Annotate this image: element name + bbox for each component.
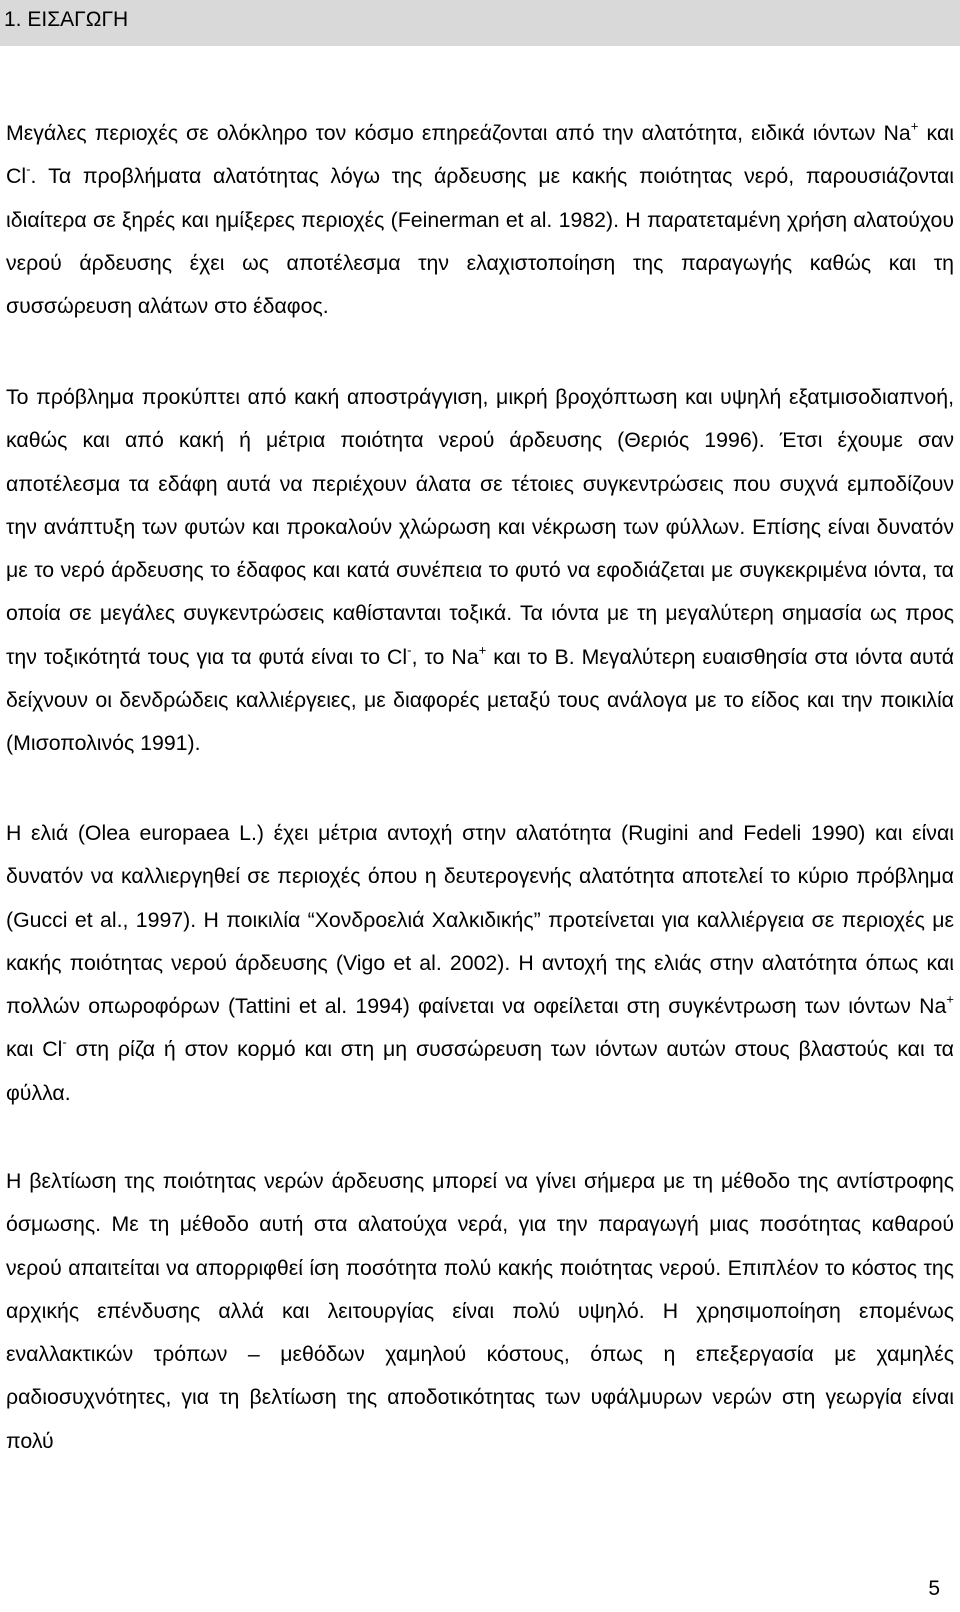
superscript: + (946, 991, 954, 1007)
superscript: + (478, 642, 487, 658)
paragraph-3-text-b: και Cl (6, 1037, 63, 1062)
paragraph-2-text-c: και το B. Μεγαλύτερη ευαισθησία στα ιόντα αυτά δείχνουν οι δενδρώδεις καλλιέργειες, με διαφορές μεταξύ τους ανάλογα με το είδος και την ποικιλία (Μισοπολινός 1991). (6, 644, 955, 756)
superscript: - (62, 1034, 67, 1050)
paragraph-4-text: Η βελτίωση της ποιότητας νερών άρδευσης μπορεί να γίνει σήμερα με τη μέθοδο της αντίστροφης όσμωσης. Με τη μέθοδο αυτή στα αλατούχα νερά, για την παραγωγή μιας ποσότητας καθαρού νερού απαιτείται να απορριφθεί ίση ποσότητα πολύ κακής ποιότητας νερού. Επιπλέον το κόστος της αρχικής επένδυσης αλλά και λειτουργίας είναι πολύ υψηλό. Η χρησιμοποίηση επομένως εναλλακτικών τρόπων – μεθόδων χαμηλού κόστους, όπως η επεξεργασία με χαμηλές ραδιοσυχνότητες, για τη βελτίωση της αποδοτικότητας των υφάλμυρων νερών στη γεωργία είναι πολύ (6, 1169, 954, 1453)
section-heading: 1. ΕΙΣΑΓΩΓΗ (4, 8, 129, 31)
paragraph-3-text-c: στη ρίζα ή στον κορμό και στη μη συσσώρευση των ιόντων αυτών στους βλαστούς και τα φύλλα. (6, 1037, 954, 1105)
paragraph-1-text-b: και Cl (6, 121, 954, 189)
paragraph-4 (6, 1160, 954, 1463)
paragraph-3-text-a: Η ελιά (Olea europaea L.) έχει μέτρια αντοχή στην αλατότητα (Rugini and Fedeli 1990) και είναι δυνατόν να καλλιεργηθεί σε περιοχές όπου η δευτερογενής αλατότητα αποτελεί το κύριο πρόβλημα (Gucci et al., 1997). Η ποικιλία “Χονδροελιά Χαλκιδικής” προτείνεται για καλλιέργεια σε περιοχές με κακής ποιότητας νερού άρδευσης (Vigo et al. 2002). Η αντοχή της ελιάς στην αλατότητα όπως και πολλών οπωροφόρων (Tattini et al. 1994) φαίνεται να οφείλεται στη συγκέντρωση των ιόντων Na (6, 821, 954, 1019)
paragraph-1-text-a: Μεγάλες περιοχές σε ολόκληρο τον κόσμο επηρεάζονται από την αλατότητα, ειδικά ιόντων Na (6, 121, 911, 145)
paragraph-2 (6, 376, 954, 766)
paragraph-2-text-a: Το πρόβλημα προκύπτει από κακή αποστράγγιση, μικρή βροχόπτωση και υψηλή εξατμισοδιαπνοή, καθώς και από κακή ή μέτρια ποιότητα νερού άρδευσης (Θεριός 1996). Έτσι έχουμε σαν αποτέλεσμα τα εδάφη αυτά να περιέχουν άλατα σε τέτοιες συγκεντρώσεις που συχνά εμποδίζουν την ανάπτυξη των φυτών και προκαλούν χλώρωση και νέκρωση των φύλλων. Επίσης είναι δυνατόν με το νερό άρδευσης το έδαφος και κατά συνέπεια το φυτό να εφοδιάζεται με συγκεκριμένα ιόντα, τα οποία σε μεγάλες συγκεντρώσεις καθίστανται τοξικά. Τα ιόντα με τη μεγαλύτερη σημασία ως προς την τοξικότητά τους για τα φυτά είναι το Cl (6, 385, 954, 669)
superscript: - (407, 642, 412, 658)
paragraph-1-text-c: . Τα προβλήματα αλατότητας λόγω της άρδευσης με κακής ποιότητας νερό, παρουσιάζονται ιδιαίτερα σε ξηρές και ημίξερες περιοχές (Feinerman et al. 1982). Η παρατεταμένη χρήση αλατούχου νερού άρδευσης έχει ως αποτέλεσμα την ελαχιστοποίηση της παραγωγής καθώς και τη συσσώρευση αλάτων στο έδαφος. (6, 164, 954, 319)
section-heading-bar (0, 0, 960, 46)
page-number: 5 (928, 1577, 940, 1600)
paragraph-3 (6, 812, 954, 1115)
paragraph-1 (6, 112, 954, 328)
paragraph-2-text-b: , το Na (411, 644, 479, 669)
superscript: + (910, 118, 919, 134)
superscript: - (26, 161, 31, 177)
